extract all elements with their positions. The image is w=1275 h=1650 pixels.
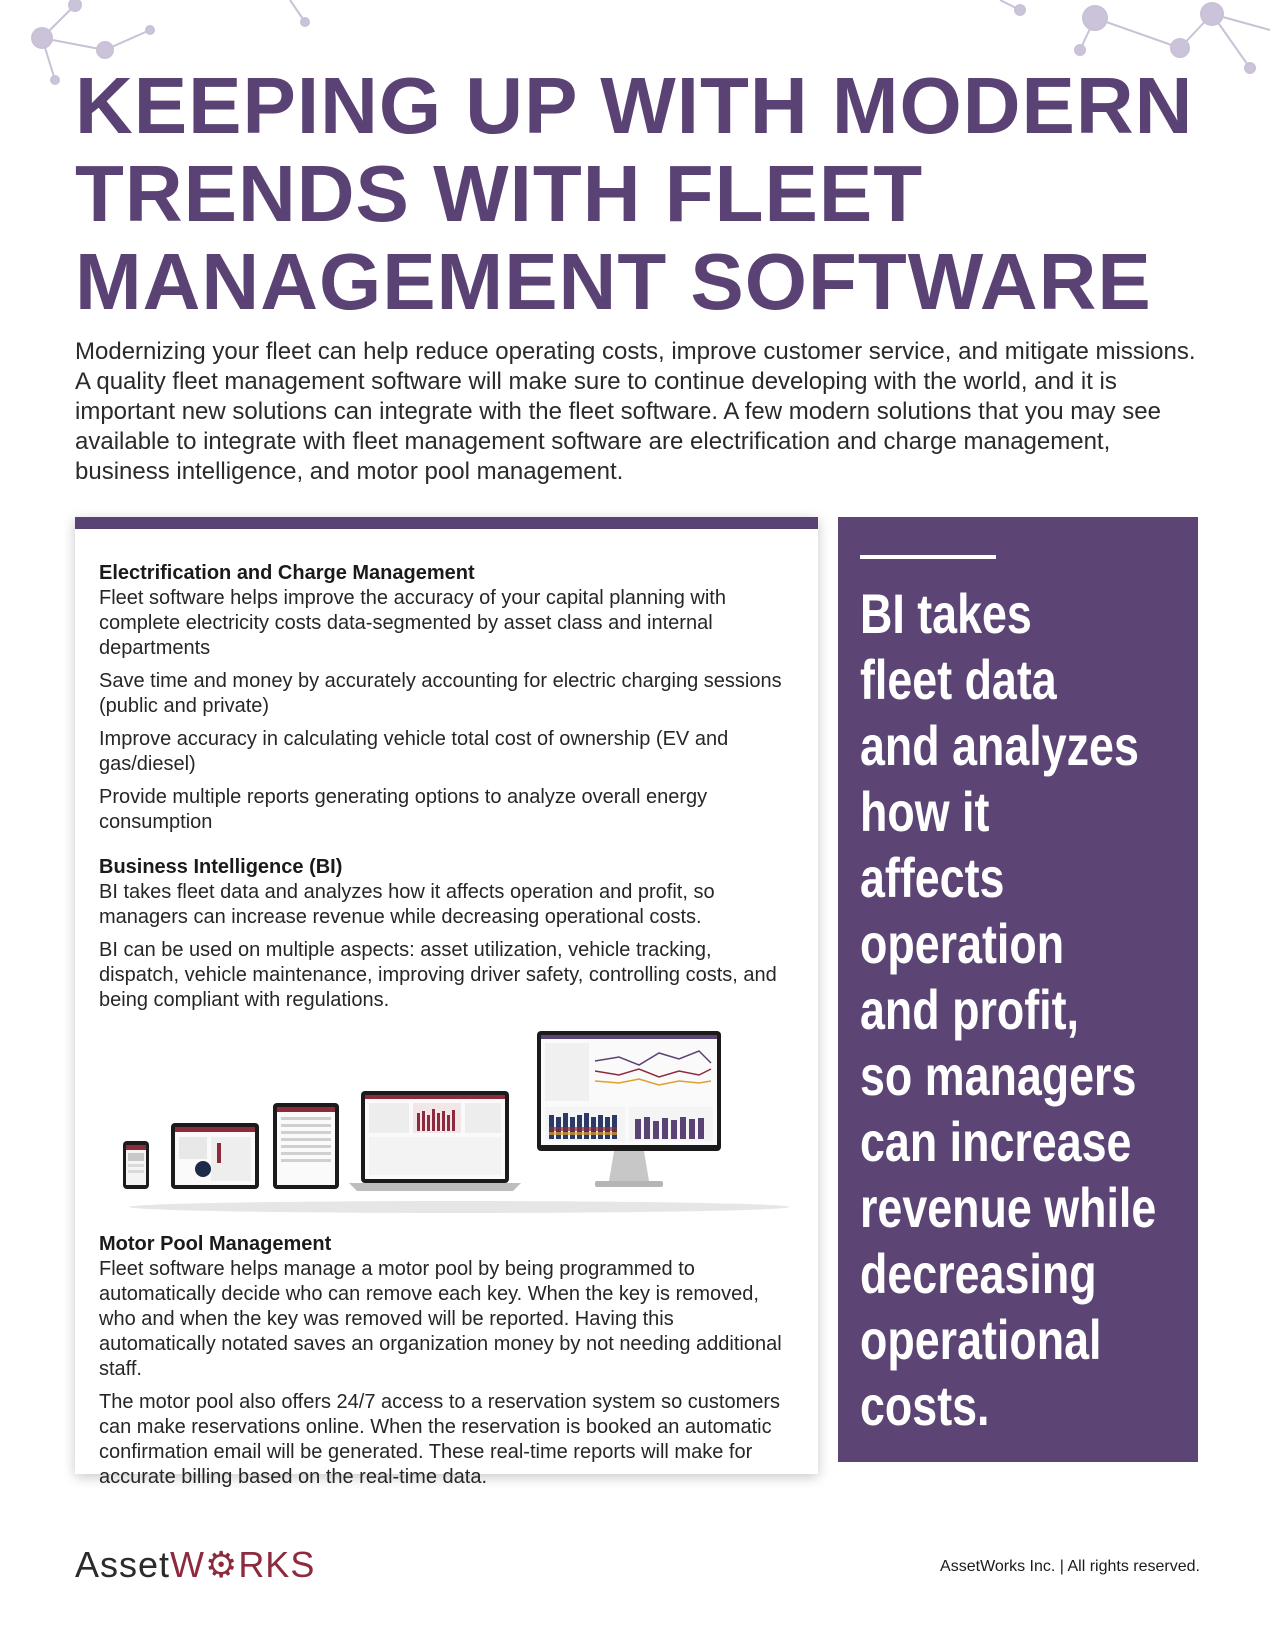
motor-pool-paragraph-2: The motor pool also offers 24/7 access to a reservation system so customers can make reservations online. When the reservation is booked an automatic confirmation email will be generated. These real-time reports will make for accurate billing based on the real-time data. <box>99 1391 781 1488</box>
pull-quote-line: decreasing <box>860 1242 1097 1305</box>
pull-quote-line: affects <box>860 846 1005 909</box>
laptop-mockup <box>349 1091 521 1191</box>
bi-heading: Business Intelligence (BI) <box>99 856 343 878</box>
pull-quote-line: operational <box>860 1308 1102 1371</box>
title-line-1: KEEPING UP WITH MODERN <box>75 61 1194 150</box>
logo-works-w: W <box>170 1544 206 1585</box>
electrification-paragraph-3: Improve accuracy in calculating vehicle total cost of ownership (EV and gas/diesel) <box>99 728 729 775</box>
electrification-paragraph-1: Fleet software helps improve the accuracy of your capital planning with complete electricity costs data-segmented by asset class and internal departments <box>99 587 726 659</box>
monitor-mockup <box>537 1031 721 1187</box>
pull-quote-line: fleet data <box>860 648 1057 711</box>
intro-paragraph: Modernizing your fleet can help reduce operating costs, improve customer service, and mitigate missions. A quality fleet management software will make sure to continue developing with the world, and it is important new solutions can integrate with the fleet software. A few modern solutions that you may see available to integrate with fleet management software are electrification and charge management, business intelligence, and motor pool management. <box>75 338 1196 485</box>
pull-quote-line: how it <box>860 780 990 843</box>
motor-pool-heading: Motor Pool Management <box>99 1233 332 1255</box>
electrification-paragraph-4: Provide multiple reports generating options to analyze overall energy consumption <box>99 786 708 833</box>
page-title <box>75 62 1215 326</box>
pull-quote-line: and profit, <box>860 978 1079 1041</box>
logo-works-rks: RKS <box>238 1544 316 1585</box>
device-mockups-illustration <box>99 1031 799 1221</box>
bi-paragraph-1: BI takes fleet data and analyzes how it affects operation and profit, so managers can increase revenue while decreasing operational costs. <box>99 881 715 928</box>
pull-quote-line: so managers <box>860 1044 1137 1107</box>
phone-mockup <box>123 1141 149 1189</box>
pull-quote-rule <box>860 555 996 559</box>
electrification-paragraph-2: Save time and money by accurately accounting for electric charging sessions (public and private) <box>99 670 782 717</box>
title-line-3: MANAGEMENT SOFTWARE <box>75 237 1152 326</box>
pull-quote-panel <box>838 517 1198 1462</box>
assetworks-logo <box>75 1544 315 1586</box>
content-column <box>99 561 789 1498</box>
tablet-landscape-mockup <box>171 1123 259 1189</box>
logo-asset-text: Asset <box>75 1544 171 1585</box>
tablet-portrait-mockup <box>273 1103 339 1189</box>
bi-paragraph-2: BI can be used on multiple aspects: asset utilization, vehicle tracking, dispatch, vehicle maintenance, improving driver safety, controlling costs, and being compliant with regulations. <box>99 939 777 1011</box>
title-line-2: TRENDS WITH FLEET <box>75 149 924 238</box>
pull-quote-line: can increase <box>860 1110 1132 1173</box>
pull-quote-line: operation <box>860 912 1065 975</box>
electrification-heading: Electrification and Charge Management <box>99 562 475 584</box>
pull-quote-line: costs. <box>860 1374 990 1437</box>
gear-icon: ⚙ <box>205 1544 239 1585</box>
footer-rights-text: AssetWorks Inc. | All rights reserved. <box>940 1558 1200 1575</box>
pull-quote-line: BI takes <box>860 582 1032 645</box>
section-gap <box>99 843 789 855</box>
motor-pool-paragraph-1: Fleet software helps manage a motor pool by being programmed to automatically decide who can remove each key. When the key is removed, who and when the key was removed will be reported. Having this automatically notated saves an organization money by not needing additional staff. <box>99 1258 782 1380</box>
pull-quote-line: revenue while <box>860 1176 1157 1239</box>
pull-quote-text <box>860 581 1196 1439</box>
pull-quote-line: and analyzes <box>860 714 1139 777</box>
main-content-card <box>75 517 818 1488</box>
